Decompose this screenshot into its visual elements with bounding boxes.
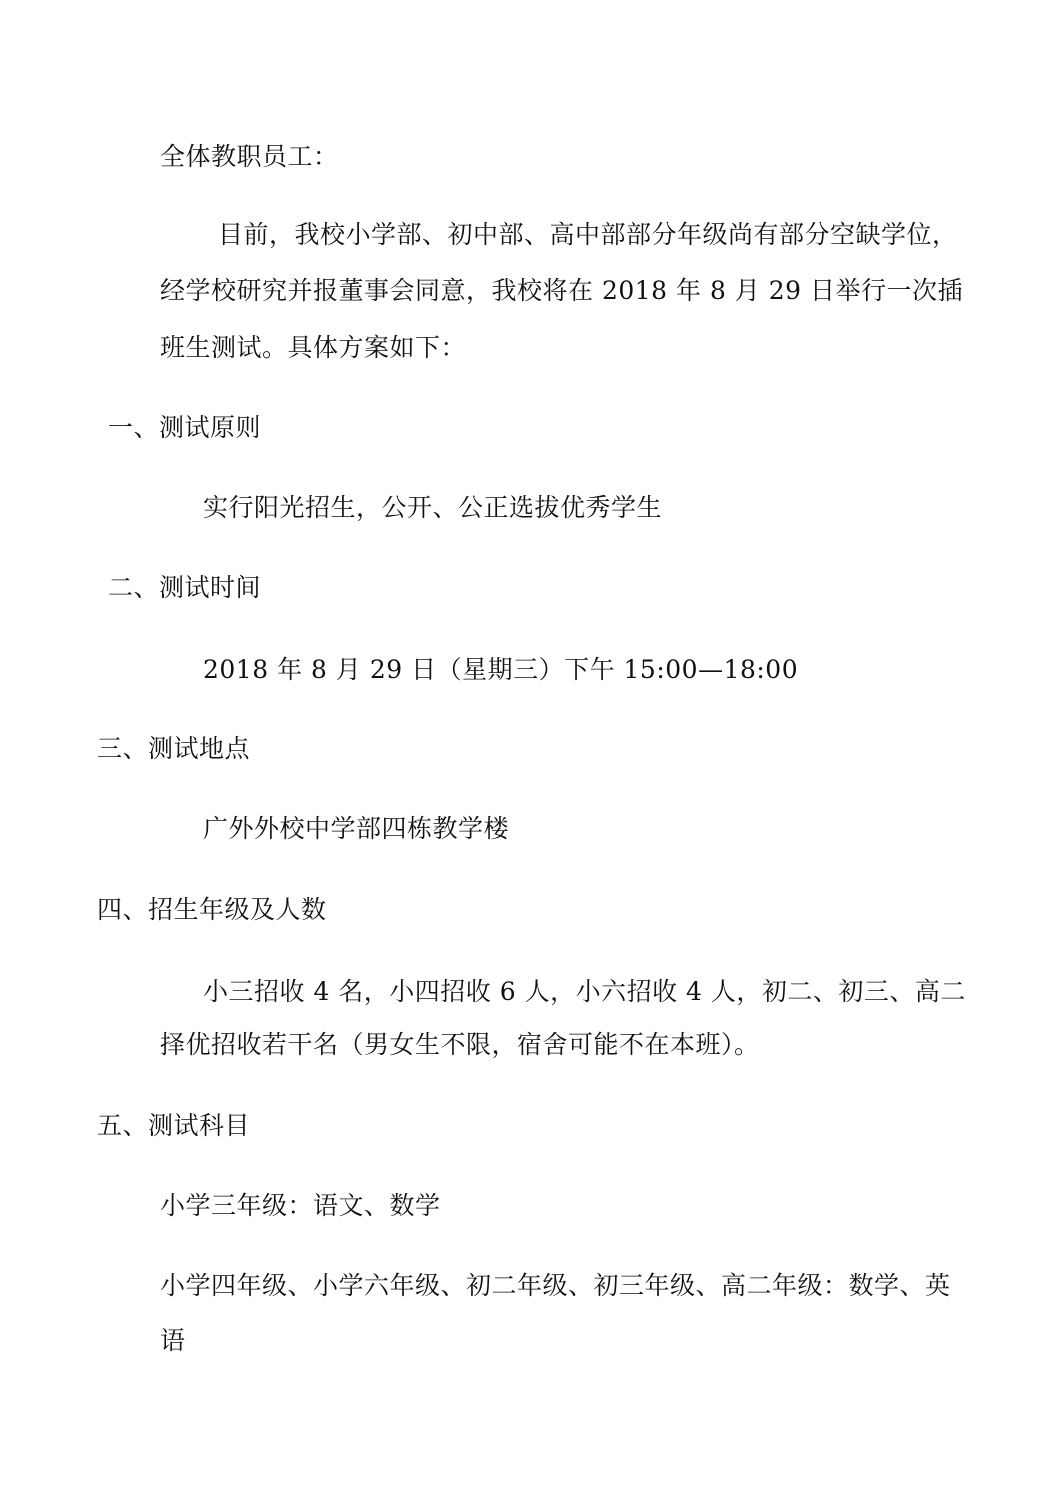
section-text-subjects-1: 小学三年级：语文、数学: [160, 1191, 441, 1220]
section-text-enrollment-1: 小三招收 4 名，小四招收 6 人，小六招收 4 人，初二、初三、高二: [203, 977, 966, 1006]
section-text-time: 2018 年 8 月 29 日（星期三）下午 15:00—18:00: [203, 655, 799, 684]
section-heading-subjects: 五、测试科目: [97, 1111, 251, 1140]
intro-line-2: 经学校研究并报董事会同意，我校将在 2018 年 8 月 29 日举行一次插: [160, 276, 964, 305]
section-text-subjects-2: 小学四年级、小学六年级、初二年级、初三年级、高二年级：数学、英: [160, 1271, 951, 1300]
section-text-enrollment-2: 择优招收若干名（男女生不限，宿舍可能不在本班）。: [160, 1030, 760, 1059]
section-heading-enrollment: 四、招生年级及人数: [97, 895, 327, 924]
intro-line-1: 目前，我校小学部、初中部、高中部部分年级尚有部分空缺学位，: [218, 220, 958, 249]
section-heading-principle: 一、测试原则: [108, 413, 262, 442]
section-heading-location: 三、测试地点: [97, 734, 251, 763]
section-text-principle: 实行阳光招生，公开、公正选拔优秀学生: [203, 493, 663, 522]
salutation: 全体教职员工：: [160, 142, 339, 171]
section-heading-time: 二、测试时间: [108, 573, 262, 602]
section-text-subjects-3: 语: [160, 1326, 186, 1355]
intro-line-3: 班生测试。具体方案如下：: [160, 333, 467, 362]
section-text-location: 广外外校中学部四栋教学楼: [203, 814, 510, 843]
